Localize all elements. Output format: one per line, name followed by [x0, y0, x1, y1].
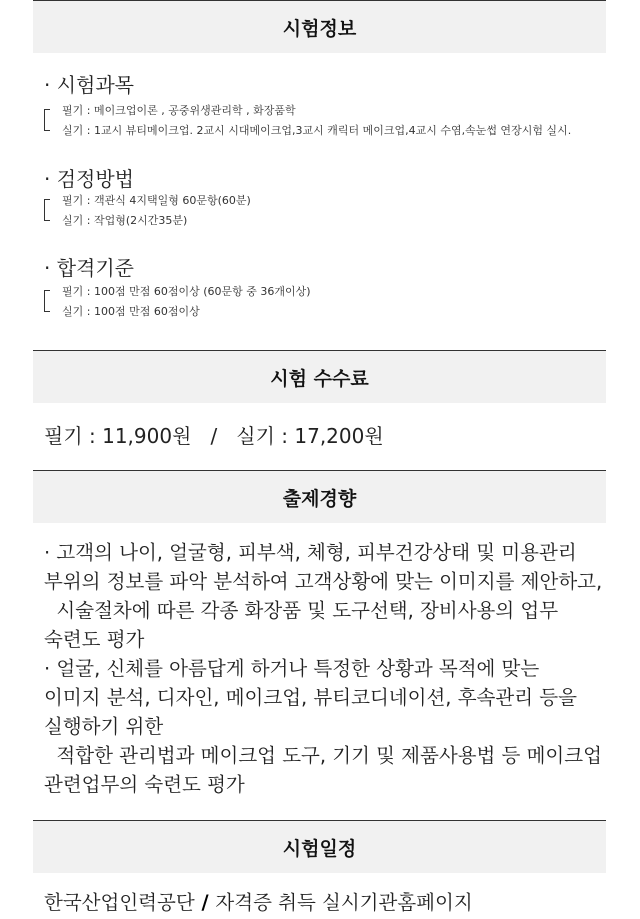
trend-heading: 출제경향 — [33, 470, 606, 523]
method-written: 필기 : 객관식 4지택일형 60문항(60분) — [62, 194, 251, 207]
schedule-separator: / — [194, 891, 216, 914]
method-title: · 검정방법 — [44, 167, 134, 191]
trend-line: 부위의 정보를 파악 분석하여 고객상황에 맞는 이미지를 제안하고, — [44, 570, 603, 593]
subjects-bracket — [44, 109, 50, 131]
trend-line: 적합한 관리법과 메이크업 도구, 기기 및 제품사용법 등 메이크업 — [44, 744, 602, 767]
criteria-bracket — [44, 290, 50, 312]
schedule-org-link[interactable]: 한국산업인력공단 — [44, 891, 195, 914]
trend-body — [44, 538, 624, 799]
schedule-heading: 시험일정 — [33, 820, 606, 873]
exam-info-heading: 시험정보 — [33, 0, 606, 53]
trend-line: 시술절차에 따른 각종 화장품 및 도구선택, 장비사용의 업무 — [44, 599, 559, 622]
criteria-written: 필기 : 100점 만점 60점이상 (60문항 중 36개이상) — [62, 285, 311, 298]
schedule-site-link[interactable]: 자격증 취득 실시기관홈페이지 — [215, 891, 473, 914]
schedule-text — [44, 887, 473, 915]
fee-heading: 시험 수수료 — [33, 350, 606, 403]
trend-line: · 고객의 나이, 얼굴형, 피부색, 체형, 피부건강상태 및 미용관리 — [44, 541, 577, 564]
criteria-title: · 합격기준 — [44, 256, 134, 280]
trend-line: 실행하기 위한 — [44, 715, 164, 738]
method-practical: 실기 : 작업형(2시간35분) — [62, 214, 188, 227]
trend-line: 관련업무의 숙련도 평가 — [44, 773, 245, 796]
subjects-title: · 시험과목 — [44, 73, 134, 97]
criteria-practical: 실기 : 100점 만점 60점이상 — [62, 305, 200, 318]
subjects-written: 필기 : 메이크업이론 , 공중위생관리학 , 화장품학 — [62, 104, 296, 117]
trend-line: 이미지 분석, 디자인, 메이크업, 뷰티코디네이션, 후속관리 등을 — [44, 686, 577, 709]
trend-line: 숙련도 평가 — [44, 628, 145, 651]
fee-text: 필기 : 11,900원 / 실기 : 17,200원 — [44, 424, 384, 448]
trend-line: · 얼굴, 신체를 아름답게 하거나 특정한 상황과 목적에 맞는 — [44, 657, 540, 680]
subjects-practical: 실기 : 1교시 뷰티메이크업. 2교시 시대메이크업,3교시 캐릭터 메이크업,4교시 수염,속눈썹 연장시험 실시. — [62, 124, 572, 137]
method-bracket — [44, 199, 50, 221]
